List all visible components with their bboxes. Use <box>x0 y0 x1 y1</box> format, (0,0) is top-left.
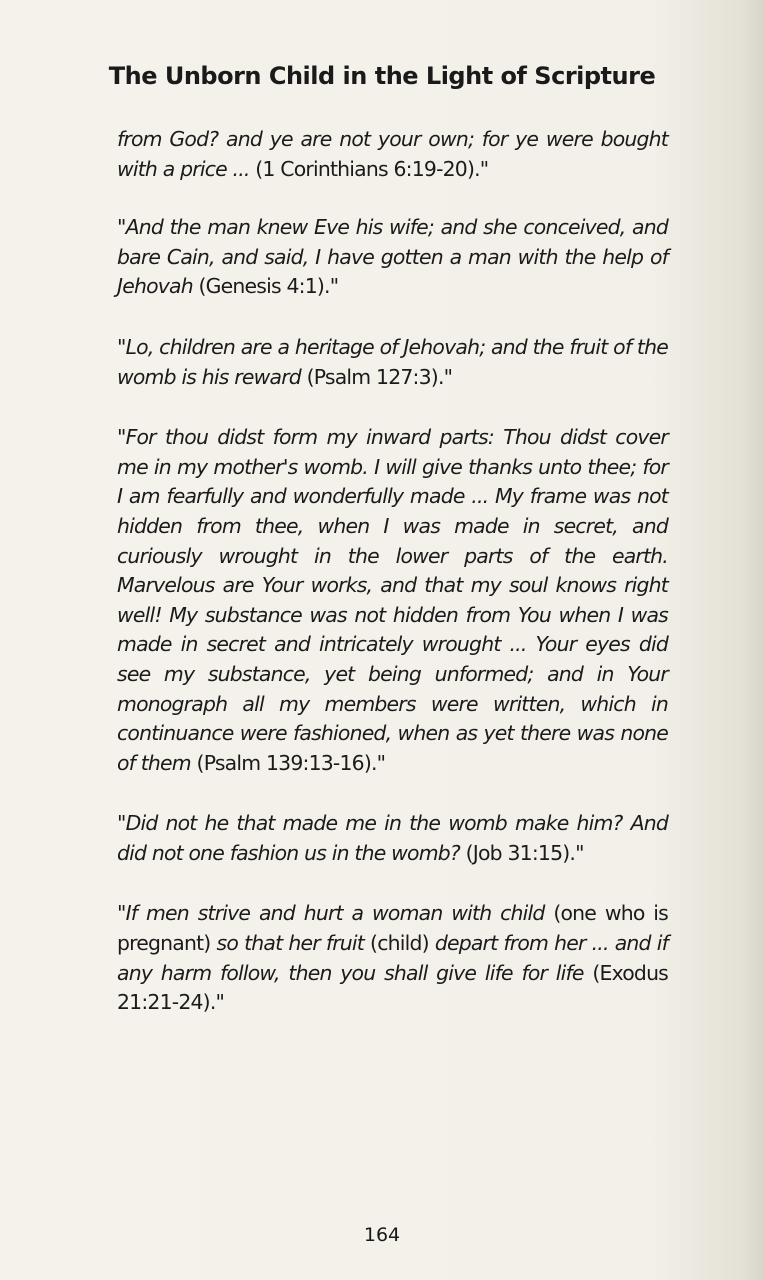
page-number: 164 <box>363 1224 401 1246</box>
scripture-quote: "And the man knew Eve his wife; and she conceived, and bare Cain, and said, I have gotten a man with the help of Jehovah <box>117 215 668 299</box>
paragraph-job <box>117 809 668 868</box>
paragraph-psalm-127 <box>117 333 668 392</box>
scripture-reference: (Psalm 139:13-16)." <box>190 750 386 775</box>
paragraph-genesis <box>117 213 668 302</box>
paragraph-corinthians <box>117 125 668 184</box>
paragraph-exodus <box>117 899 668 1017</box>
scripture-quote: "Lo, children are a heritage of Jehovah; and the fruit of the womb is his reward <box>117 334 668 389</box>
scripture-quote: "If men strive and hurt a woman with child <box>117 901 545 926</box>
scripture-reference: (Psalm 127:3)." <box>300 364 453 389</box>
scripture-reference: (1 Corinthians 6:19-20)." <box>249 156 489 181</box>
paragraph-psalm-139 <box>117 423 668 778</box>
scripture-reference: (Job 31:15)." <box>459 840 584 865</box>
scripture-quote: from God? and ye are not your own; for ye were bought with a price ... <box>117 127 668 181</box>
inline-note: (child) <box>363 931 435 956</box>
scripture-quote: so that her fruit <box>216 931 364 956</box>
scripture-reference: (Exodus 21:21-24)." <box>117 960 669 1015</box>
scripture-quote: "For thou didst form my inward parts: Thou didst cover me in my mother's womb. I will give thanks unto thee; for I am fearfully and wonderfully made ... My frame was not hidden from thee, when I was made in secret, and curiously wrought in the lower parts of the earth. Marvelous are Your works, and that my soul knows right well! My substance was not hidden from You when I was made in secret and intricately wrought ... Your eyes did see my substance, yet being unformed; and in Your monograph all my members were written, which in continuance were fashioned, when as yet there was none of them <box>117 425 668 775</box>
body-text <box>117 125 668 1049</box>
scripture-quote: depart from her ... and if any harm follow, then you shall give life for life <box>117 931 668 985</box>
scripture-quote: "Did not he that made me in the womb make him? And did not one fashion us in the womb? <box>117 811 668 865</box>
page-title: The Unborn Child in the Light of Scripture <box>108 62 656 90</box>
inline-note: (one who is pregnant) <box>117 901 669 956</box>
scripture-reference: (Genesis 4:1)." <box>192 274 339 299</box>
